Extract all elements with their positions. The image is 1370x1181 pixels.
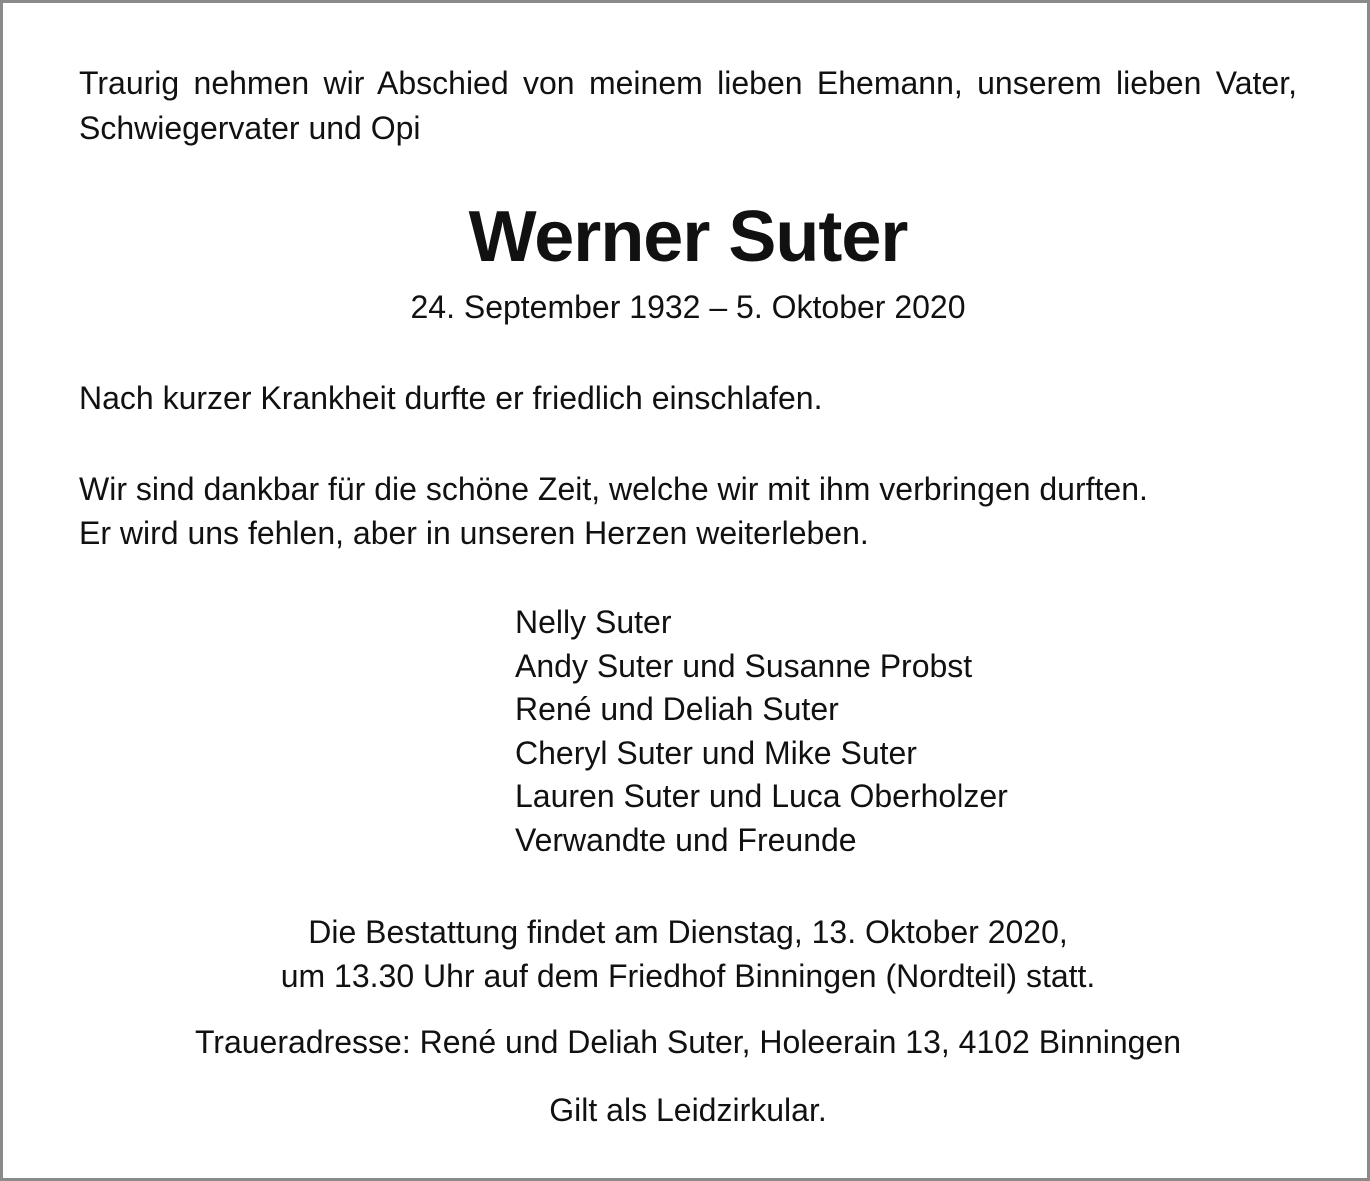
mourner-item: Cheryl Suter und Mike Suter [515,734,917,771]
mourners-list [515,601,1275,862]
gratitude-line-2: Er wird uns fehlen, aber in unseren Herzen weiterleben. [79,515,869,551]
funeral-line-1: Die Bestattung findet am Dienstag, 13. Oktober 2020, [308,914,1068,950]
mourner-item: Verwandte und Freunde [515,821,857,858]
mourner-item: René und Deliah Suter [515,691,839,727]
life-dates: 24. September 1932 – 5. Oktober 2020 [410,289,966,325]
funeral-info [3,910,1370,998]
circular-note: Gilt als Leidzirkular. [549,1092,827,1128]
funeral-line-2: um 13.30 Uhr auf dem Friedhof Binningen (Nordteil) statt. [280,958,1096,994]
mourner-item: Lauren Suter und Luca Oberholzer [515,778,1008,814]
mourning-address: Traueradresse: René und Deliah Suter, Holeerain 13, 4102 Binningen [194,1024,1182,1060]
deceased-name: Werner Suter [468,197,908,277]
mourner-item: Andy Suter und Susanne Probst [515,647,973,684]
gratitude-line-1: Wir sind dankbar für die schöne Zeit, welche wir mit ihm verbringen durften. [79,471,1148,507]
passing-text: Nach kurzer Krankheit durfte er friedlich einschlafen. [79,380,823,416]
intro-text: Traurig nehmen wir Abschied von meinem lieben Ehemann, unserem lieben Vater, Schwiegervater und Opi [79,65,1297,146]
mourner-item: Nelly Suter [515,604,672,640]
gratitude-text [79,467,1297,555]
